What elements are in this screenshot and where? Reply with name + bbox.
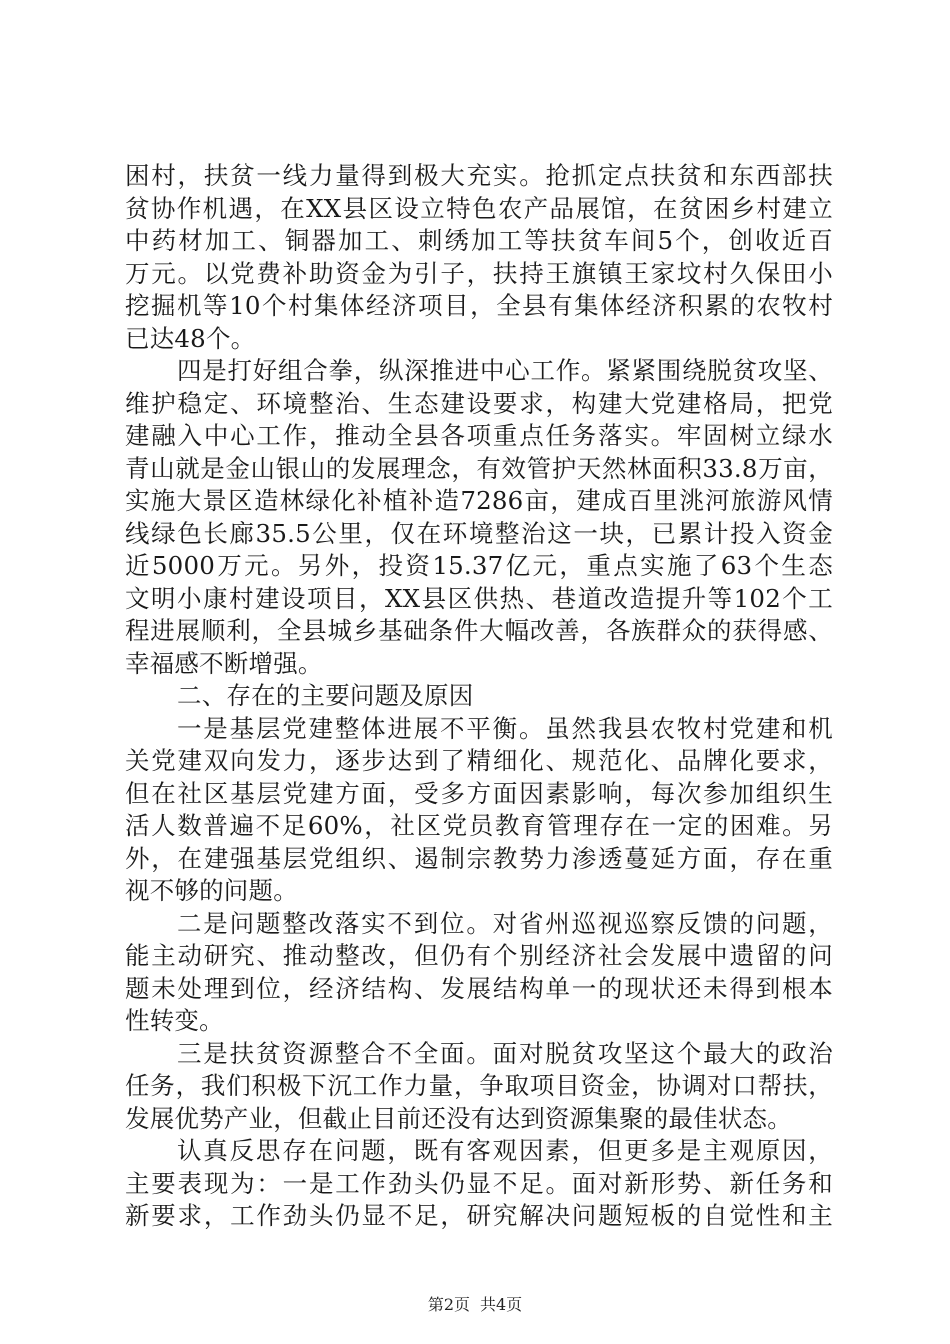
text-line: 性转变。 [125, 1006, 224, 1035]
text-line: 程进展顺利，全县城乡基础条件大幅改善，各族群众的获得感、 [125, 616, 833, 645]
text-line: 一是基层党建整体进展不平衡。虽然我县农牧村党建和机 [177, 713, 833, 743]
text-line: 线绿色长廊35.5公里，仅在环境整治这一块，已累计投入资金 [125, 518, 833, 548]
page-number: 第2页 [427, 1295, 470, 1314]
page-footer [0, 1292, 950, 1315]
text-line: 建融入中心工作，推动全县各项重点任务落实。牢固树立绿水 [125, 421, 833, 450]
text-line: 发展优势产业，但截止目前还没有达到资源集聚的最佳状态。 [125, 1103, 792, 1133]
text-line: 近5000万元。另外，投资15.37亿元，重点实施了63个生态 [125, 551, 833, 580]
text-line: 幸福感不断增强。 [125, 648, 323, 678]
text-line: 新要求，工作劲头仍显不足，研究解决问题短板的自觉性和主 [125, 1201, 833, 1230]
text-line: 困村，扶贫一线力量得到极大充实。抢抓定点扶贫和东西部扶 [125, 161, 833, 190]
text-line: 二、存在的主要问题及原因 [177, 681, 474, 710]
text-line: 文明小康村建设项目，XX县区供热、巷道改造提升等102个工 [125, 583, 833, 613]
text-line: 活人数普遍不足60%，社区党员教育管理存在一定的困难。另 [125, 811, 833, 840]
text-line: 二是问题整改落实不到位。对省州巡视巡察反馈的问题， [177, 908, 833, 938]
text-line: 万元。以党费补助资金为引子，扶持王旗镇王家坟村久保田小 [125, 258, 833, 288]
text-line: 四是打好组合拳，纵深推进中心工作。紧紧围绕脱贫攻坚、 [177, 356, 833, 385]
text-line: 中药材加工、铜器加工、刺绣加工等扶贫车间5个，创收近百 [125, 226, 833, 255]
text-line: 主要表现为：一是工作劲头仍显不足。面对新形势、新任务和 [125, 1168, 833, 1198]
text-line: 贫协作机遇，在XX县区设立特色农产品展馆，在贫困乡村建立 [125, 193, 833, 223]
text-line: 已达48个。 [125, 323, 256, 353]
text-line: 外，在建强基层党组织、遏制宗教势力渗透蔓延方面，存在重 [125, 843, 833, 873]
page-total: 共4页 [480, 1295, 523, 1314]
text-line: 任务，我们积极下沉工作力量，争取项目资金，协调对口帮扶， [125, 1071, 833, 1100]
text-line: 关党建双向发力，逐步达到了精细化、规范化、品牌化要求， [125, 746, 833, 775]
document-body [125, 160, 833, 1233]
text-line: 但在社区基层党建方面，受多方面因素影响，每次参加组织生 [125, 778, 833, 808]
text-line: 挖掘机等10个村集体经济项目，全县有集体经济积累的农牧村 [125, 291, 833, 320]
text-line: 能主动研究、推动整改，但仍有个别经济社会发展中遗留的问 [125, 941, 833, 970]
text-line: 青山就是金山银山的发展理念，有效管护天然林面积33.8万亩， [125, 453, 833, 483]
text-line: 实施大景区造林绿化补植补造7286亩，建成百里洮河旅游风情 [125, 486, 833, 515]
text-line: 认真反思存在问题，既有客观因素，但更多是主观原因， [177, 1136, 833, 1165]
text-line: 题未处理到位，经济结构、发展结构单一的现状还未得到根本 [125, 973, 833, 1003]
text-line: 维护稳定、环境整治、生态建设要求，构建大党建格局，把党 [125, 388, 833, 418]
text-line: 视不够的问题。 [125, 876, 298, 905]
text-line: 三是扶贫资源整合不全面。面对脱贫攻坚这个最大的政治 [177, 1038, 833, 1068]
